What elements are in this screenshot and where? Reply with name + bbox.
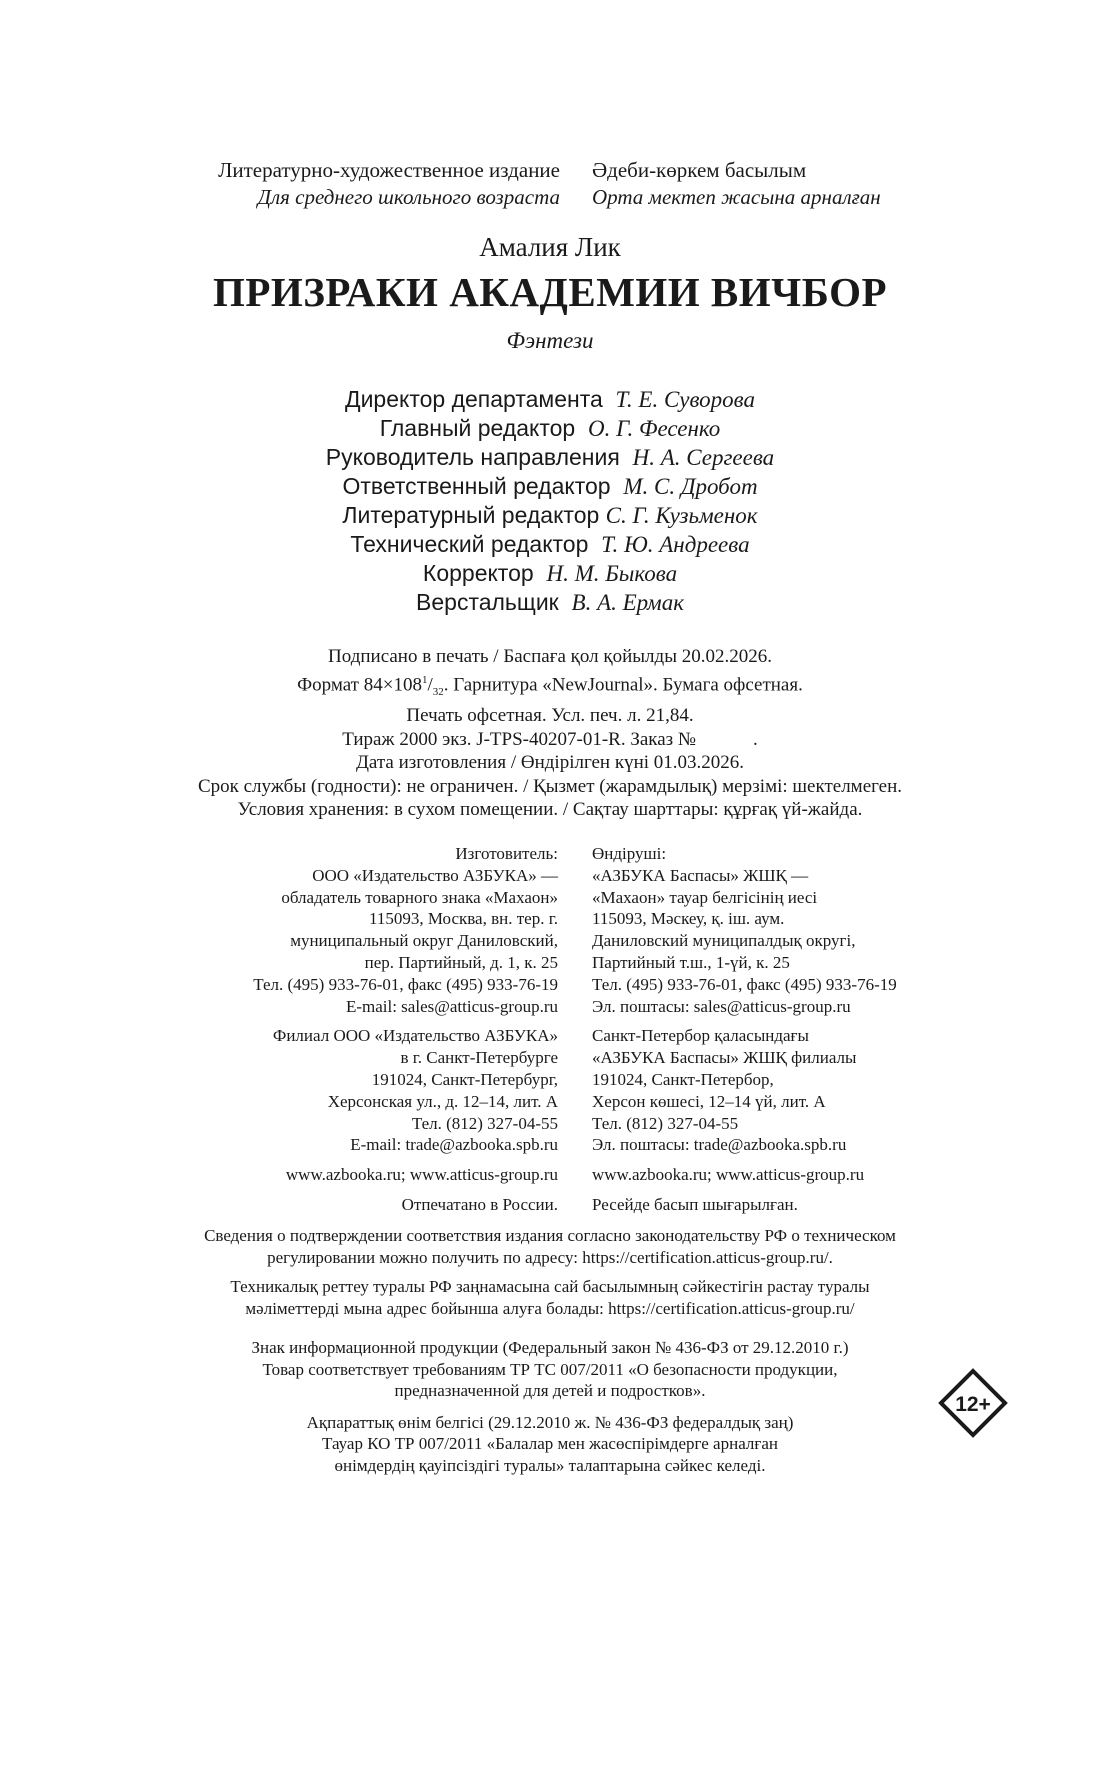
- staff-list: [0, 385, 1100, 617]
- staff-role: Руководитель направления: [325, 444, 620, 470]
- edition-type-kz: [592, 157, 1032, 211]
- manufacturer-ru: [80, 843, 558, 1216]
- age-group-kz-line: Орта мектеп жасына арналған: [592, 185, 881, 209]
- staff-role: Корректор: [422, 560, 534, 586]
- staff-row: [0, 472, 1100, 501]
- mk-ru-line: 115093, Москва, вн. тер. г.: [368, 909, 558, 929]
- website-ru: www.azbooka.ru; www.atticus-group.ru: [285, 1165, 558, 1185]
- mk-ru-line: E-mail: trade@azbooka.spb.ru: [350, 1135, 558, 1155]
- mk-ru-line: Филиал ООО «Издательство АЗБУКА»: [272, 1026, 558, 1046]
- staff-role: Ответственный редактор: [342, 473, 611, 499]
- mk-kz-line: 191024, Санкт-Петербор,: [592, 1069, 774, 1089]
- staff-role: Главный редактор: [379, 415, 576, 441]
- mk-kz-line: Санкт-Петербор қаласындағы: [592, 1026, 809, 1046]
- print-info: [0, 645, 1100, 822]
- cert-ru-line: Сведения о подтверждении соответствия издания согласно законодательству РФ о техническом: [204, 1226, 896, 1245]
- staff-row: [0, 501, 1100, 530]
- staff-row: [0, 588, 1100, 617]
- mk-ru-line: пер. Партийный, д. 1, к. 25: [364, 952, 558, 972]
- mk-ru-line: Херсонская ул., д. 12–14, лит. А: [327, 1091, 558, 1111]
- format-post: . Гарнитура «NewJournal». Бумага офсетная.: [443, 673, 803, 695]
- mk-kz-line: Херсон көшесі, 12–14 үй, лит. А: [592, 1091, 826, 1111]
- printing-line: Печать офсетная. Усл. печ. л. 21,84.: [406, 705, 694, 727]
- age-group-ru-line: Для среднего школьного возраста: [257, 185, 560, 209]
- mk-ru-line: E-mail: sales@atticus-group.ru: [345, 996, 558, 1016]
- run-line: Тираж 2000 экз. J-TPS-40207-01-R. Заказ № .: [342, 728, 758, 750]
- format-line: Формат $84\times 108^1/_{32}$. Гарнитура «NewJournal». Бумага офсетная.: [297, 673, 803, 698]
- mk-ru-line: в г. Санкт-Петербурге: [400, 1048, 558, 1068]
- info-sign-kz-line: өнімдердің қауіпсіздігі туралы» талаптарына сәйкес келеді.: [334, 1455, 766, 1475]
- signed-line: Подписано в печать / Баспаға қол қойылды 20.02.2026.: [328, 646, 772, 667]
- staff-name: Н. М. Быкова: [546, 561, 678, 586]
- cert-kz-line: Техникалық реттеу туралы РФ заңнамасына сай басылымның сәйкестігін растау туралы: [230, 1277, 870, 1296]
- mk-kz-line: «АЗБУКА Баспасы» ЖШҚ —: [592, 865, 809, 885]
- staff-name: Т. Ю. Андреева: [601, 532, 750, 557]
- cert-kz-line: мәліметтерді мына адрес бойынша алуға болады: https://certification.atticus-group.ru/: [245, 1298, 855, 1318]
- staff-name: О. Г. Фесенко: [588, 416, 721, 441]
- mk-ru-line: Тел. (495) 933-76-01, факс (495) 933-76-19: [253, 974, 558, 994]
- age-rating-badge: [938, 1368, 1008, 1438]
- printed-in-kz: Ресейде басып шығарылған.: [592, 1194, 798, 1214]
- printed-in-ru: Отпечатано в России.: [401, 1194, 558, 1214]
- age-rating-text: 12+: [955, 1393, 991, 1416]
- info-sign-ru-line: Товар соответствует требованиям ТР ТС 007/2011 «О безопасности продукции,: [262, 1359, 838, 1379]
- staff-name: В. А. Ермак: [571, 590, 684, 615]
- mk-kz-line: Партийный т.ш., 1-үй, к. 25: [592, 952, 790, 972]
- certification-info: [0, 1225, 1100, 1476]
- edition-type-ru-line: Литературно-художественное издание: [218, 158, 560, 182]
- mk-ru-line: Тел. (812) 327-04-55: [411, 1113, 558, 1133]
- author-name: Амалия Лик: [479, 232, 621, 262]
- format-pre: Формат 84×108: [297, 673, 422, 695]
- mk-ru-line: обладатель товарного знака «Махаон»: [281, 887, 558, 907]
- staff-role: Директор департамента: [345, 386, 603, 412]
- info-sign-ru-line: Знак информационной продукции (Федеральный закон № 436-ФЗ от 29.12.2010 г.): [251, 1338, 849, 1357]
- staff-role: Литературный редактор: [342, 502, 600, 528]
- mk-kz-line: Эл. поштасы: trade@azbooka.spb.ru: [592, 1135, 847, 1155]
- mk-ru-line: 191024, Санкт-Петербург,: [371, 1069, 558, 1089]
- edition-type-kz-line: Әдеби-көркем басылым: [592, 158, 807, 182]
- mk-kz-line: Өндіруші:: [592, 844, 667, 863]
- staff-role: Технический редактор: [350, 531, 589, 557]
- mk-ru-line: Изготовитель:: [455, 844, 558, 863]
- made-date-line: Дата изготовления / Өндірілген күні 01.03.2026.: [355, 752, 745, 774]
- staff-row: [0, 559, 1100, 588]
- mk-kz-line: «Махаон» тауар белгісінің иесі: [592, 887, 818, 907]
- staff-row: [0, 414, 1100, 443]
- staff-row: [0, 385, 1100, 414]
- staff-name: С. Г. Кузьменок: [605, 503, 758, 528]
- staff-row: [0, 530, 1100, 559]
- edition-type-ru: [120, 157, 560, 211]
- mk-kz-line: 115093, Мәскеу, қ. іш. аум.: [592, 909, 785, 929]
- staff-name: М. С. Дробот: [623, 474, 758, 499]
- info-sign-kz-line: Ақпараттық өнім белгісі (29.12.2010 ж. № 436-ФЗ федералдық заң): [306, 1412, 794, 1432]
- mk-kz-line: Тел. (812) 327-04-55: [592, 1113, 739, 1133]
- staff-row: [0, 443, 1100, 472]
- staff-role: Верстальщик: [416, 589, 559, 615]
- format-den: 32: [432, 685, 444, 698]
- info-sign-ru-line: предназначенной для детей и подростков».: [394, 1381, 706, 1400]
- staff-name: Н. А. Сергеева: [632, 445, 775, 470]
- info-sign-kz-line: Тауар КО ТР 007/2011 «Балалар мен жасөспірімдерге арналған: [321, 1434, 778, 1453]
- mk-kz-line: «АЗБУКА Баспасы» ЖШҚ филиалы: [592, 1048, 857, 1068]
- mk-ru-line: муниципальный округ Даниловский,: [290, 931, 558, 951]
- mk-ru-line: ООО «Издательство АЗБУКА» —: [312, 865, 558, 885]
- staff-name: Т. Е. Суворова: [615, 387, 755, 412]
- book-title: ПРИЗРАКИ АКАДЕМИИ ВИЧБОР: [212, 269, 888, 315]
- format-num: 1: [421, 673, 428, 686]
- genre: Фэнтези: [506, 328, 594, 353]
- mk-kz-line: Эл. поштасы: sales@atticus-group.ru: [592, 996, 851, 1016]
- manufacturer-kz: [592, 843, 1052, 1216]
- mk-kz-line: Даниловский муниципалдық округі,: [592, 931, 856, 951]
- service-life-line: Срок службы (годности): не ограничен. / Қызмет (жарамдылық) мерзімі: шектелмеген.: [197, 775, 903, 797]
- storage-line: Условия хранения: в сухом помещении. / Сақтау шарттары: құрғақ үй-жайда.: [237, 799, 863, 821]
- website-kz: www.azbooka.ru; www.atticus-group.ru: [592, 1165, 865, 1185]
- mk-kz-line: Тел. (495) 933-76-01, факс (495) 933-76-19: [592, 974, 897, 994]
- cert-ru-line: регулировании можно получить по адресу: https://certification.atticus-group.ru/.: [267, 1247, 833, 1267]
